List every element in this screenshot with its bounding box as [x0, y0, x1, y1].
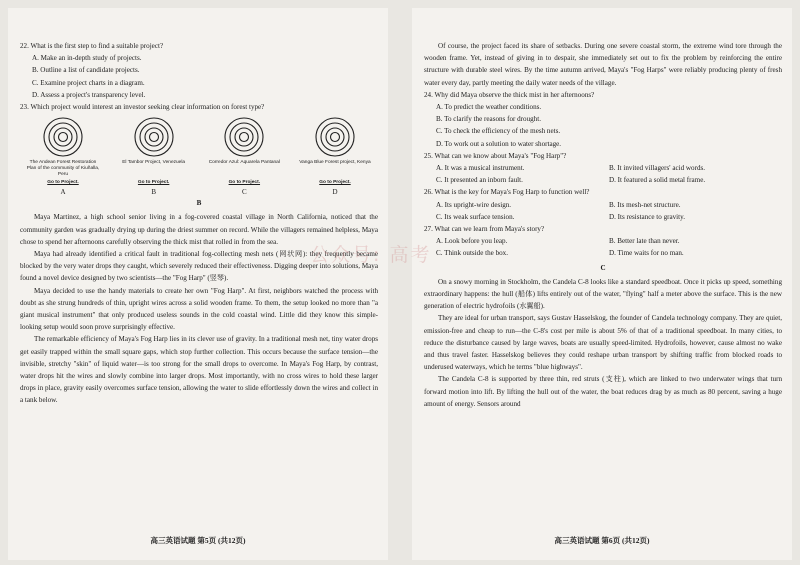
question-26-stem: 26. What is the key for Maya's Fog Harp to function well?	[424, 188, 590, 197]
passage-c-paragraph-3: The Candela C-8 is supported by three thin, red struts (支柱), which are linked to two underwater wings that turn forward motion into lift. By lifting the hull out of the water, the boat reduces drag by as much as 80 percent, saving a huge amount of energy. Sensors around	[424, 375, 782, 408]
project-b-spiral-icon	[133, 116, 175, 158]
question-22-option-a: A. Make an in-depth study of projects.	[32, 54, 142, 63]
project-d-caption: Vanga Blue Forest project, Kenya	[299, 160, 371, 166]
watermark-text: 公众号: 高考	[310, 244, 432, 266]
question-24-option-a: A. To predict the weather conditions.	[436, 103, 542, 112]
section-c-heading: C	[600, 263, 606, 272]
question-25-option-a: A. It was a musical instrument.	[436, 164, 525, 173]
question-27-stem: 27. What can we learn from Maya's story?	[424, 225, 545, 234]
passage-b-paragraph-3: Maya decided to use the handy materials to create her own "Fog Harp". At first, neighbors watched the process with doubt as she strung hundreds of thin, upright wires across a solid wooden frame. To them, the setup looked no more than "a giant musical instrument" that only produced useless sounds in the cold coastal wind. Little did they know this simple-looking setup would soon prove surprisingly effective.	[20, 286, 378, 332]
passage-b-paragraph-1: Maya Martinez, a high school senior living in a fog-covered coastal village in North California, noticed that the community garden was gradually drying up during the driest summer on record. While the villagers remained helpless, Maya chose to spend her afternoons carefully observing the thick mist that rolled in from the sea.	[20, 213, 378, 246]
passage-c-paragraph-2: They are ideal for urban transport, says Gustav Hasselskog, the founder of Candela technology company. They are quiet, emission-free and cheap to run—the C-8's cost per mile is about 5% of that of a traditional speedboat. In many cities, to reduce the disturbance caused by large waves, boats are usually speed-limited. Hydrofoils, however, cause almost no wake and thus travel faster. Hasselskog believes they could reshape urban transport by shifting traffic from blocked roads to underused waterways, which he terms "blue highways".	[424, 314, 782, 372]
question-26-option-d: D. Its resistance to gravity.	[609, 212, 685, 221]
question-26-option-a: A. Its upright-wire design.	[436, 200, 512, 209]
project-d-spiral-icon	[314, 116, 356, 158]
passage-b-paragraph-2: Maya had already identified a critical fault in traditional fog-collecting mesh nets (网状网): they frequently became blocked by the very water drops they caught, which severely reduced their effectiveness. Digging deeper into solutions, Maya found a novel device designed by two scientists—the "Fog Harp" (竖琴).	[20, 250, 378, 283]
question-27-option-d: D. Time waits for no man.	[609, 249, 684, 258]
passage-c-paragraph-1: On a snowy morning in Stockholm, the Candela C-8 looks like a standard speedboat. Once it picks up speed, something extraordinary happens: the hull (船体) lifts entirely out of the water, "flying" half a meter above the surface. This is the new generation of electric hydrofoils (水翼船).	[424, 277, 782, 311]
question-24-option-b: B. To clarify the reasons for drought.	[436, 115, 541, 124]
project-b-caption: El Tambor Project, Venezuela	[122, 160, 186, 166]
question-25-stem: 25. What can we know about Maya's "Fog Harp"?	[424, 151, 567, 160]
question-25-options-row-1	[436, 162, 782, 174]
left-content	[20, 40, 378, 407]
project-c-spiral-icon	[223, 116, 265, 158]
question-27-option-c: C. Think outside the box.	[436, 249, 508, 258]
project-gallery	[26, 116, 372, 195]
question-26-option-c: C. Its weak surface tension.	[436, 212, 515, 221]
question-22-stem: 22. What is the first step to find a suitable project?	[20, 42, 164, 50]
question-27-options-row-2	[436, 247, 782, 259]
project-card-a	[26, 116, 100, 195]
project-c-letter: C	[241, 188, 247, 197]
project-b-letter: B	[151, 188, 156, 197]
question-24-stem: 24. Why did Maya observe the thick mist in her afternoons?	[424, 90, 595, 99]
project-a-caption: The Andean Forest Restoration Plan of the community of Kiuñalla, Peru	[26, 160, 100, 178]
project-card-c	[207, 116, 281, 195]
question-25-option-b: B. It invited villagers' acid words.	[609, 164, 706, 173]
project-a-link[interactable]: Go to Project.	[47, 180, 79, 186]
project-c-caption: Corredor Azul: Aquarela Pantanal	[208, 160, 280, 166]
question-23-stem: 23. Which project would interest an investor seeking clear information on forest type?	[20, 103, 265, 112]
left-page-footer: 高三英语试题 第5页 (共12页)	[150, 536, 246, 545]
question-24-option-c: C. To check the efficiency of the mesh nets.	[436, 127, 561, 136]
question-22-option-c: C. Examine project charts in a diagram.	[32, 78, 145, 87]
project-d-letter: D	[332, 188, 338, 197]
question-27-option-a: A. Look before you leap.	[436, 237, 508, 246]
right-content	[424, 40, 782, 410]
passage-b-paragraph-4: The remarkable efficiency of Maya's Fog Harp lies in its clever use of gravity. In a traditional mesh net, tiny water drops get easily trapped within the small square gaps, which stop further collection. This occurs because the surface tension—the invisible, stretchy "skin" of liquid water—is too strong for the small drops to overcome. In Maya's Fog Harp, by contrast, water drops hit the wires and slowly combine into larger drops. Most importantly, with no cross wires to hold these larger drops in place, gravity easily overcomes surface tension, allowing the water to slide effortlessly down the wires and collect in a tank below.	[20, 335, 378, 405]
question-26-options-row-2	[436, 211, 782, 223]
question-26-option-b: B. Its mesh-net structure.	[609, 200, 681, 209]
left-page	[8, 8, 388, 560]
project-c-link[interactable]: Go to Project.	[228, 180, 261, 186]
question-25-options-row-2	[436, 174, 782, 186]
passage-b-paragraph-5: Of course, the project faced its share of setbacks. During one severe coastal storm, the extreme wind tore through the wooden frame. Yet, instead of giving in to despair, she immediately set out to fix the problem by reinforcing the entire structure with durable steel wires. By the time autumn arrived, Maya's "Fog Harps" were reliably producing plenty of fresh water every day, partly meeting the daily water needs of the village.	[424, 42, 782, 87]
question-26-options-row-1	[436, 199, 782, 211]
question-22-option-d: D. Assess a project's transparency level.	[32, 90, 146, 99]
section-b-heading: B	[196, 199, 202, 208]
project-d-link[interactable]: Go to Project.	[319, 180, 351, 186]
project-card-b	[117, 116, 191, 195]
project-card-d	[298, 116, 372, 195]
question-27-options-row-1	[436, 235, 782, 247]
right-page	[412, 8, 792, 560]
question-22-option-b: B. Outline a list of candidate projects.	[32, 66, 140, 75]
project-a-letter: A	[60, 188, 66, 197]
project-a-spiral-icon	[42, 116, 84, 158]
project-b-link[interactable]: Go to Project.	[137, 180, 170, 186]
question-24-option-d: D. To work out a solution to water shortage.	[436, 139, 562, 148]
question-27-option-b: B. Better late than never.	[609, 237, 680, 246]
question-25-option-d: D. It featured a solid metal frame.	[609, 176, 706, 185]
right-page-footer: 高三英语试题 第6页 (共12页)	[554, 536, 650, 545]
question-25-option-c: C. It presented an inborn fault.	[436, 176, 523, 185]
